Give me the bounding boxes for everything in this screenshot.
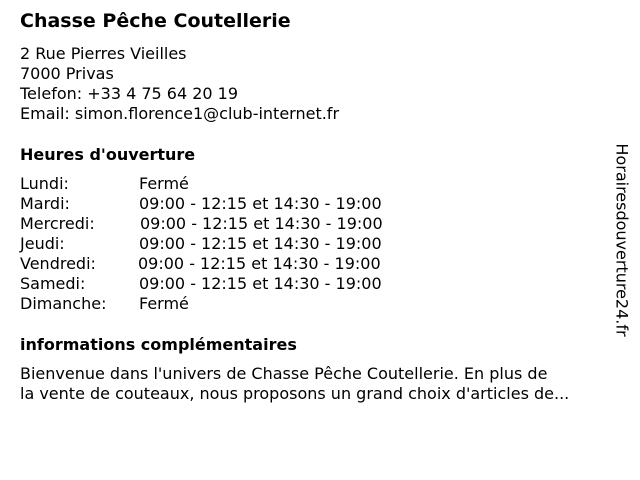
hours-day: Lundi: [20, 174, 69, 193]
address-city: 7000 Privas [20, 64, 114, 83]
hours-time: 09:00 - 12:15 et 14:30 - 19:00 [139, 194, 382, 213]
hours-time: 09:00 - 12:15 et 14:30 - 19:00 [140, 214, 383, 233]
phone-number: Telefon: +33 4 75 64 20 19 [20, 84, 239, 103]
email-address: Email: simon.florence1@club-internet.fr [20, 104, 340, 123]
hours-heading: Heures d'ouverture [20, 145, 196, 164]
hours-row-monday [20, 174, 440, 194]
address-street: 2 Rue Pierres Vieilles [20, 44, 187, 63]
store-description [20, 364, 620, 404]
hours-table [20, 174, 440, 314]
hours-time: 09:00 - 12:15 et 14:30 - 19:00 [138, 254, 381, 273]
hours-row-friday [20, 254, 440, 274]
hours-row-wednesday [20, 214, 440, 234]
store-name: Chasse Pêche Coutellerie [20, 10, 291, 32]
hours-day: Mardi: [20, 194, 70, 213]
hours-row-tuesday [20, 194, 440, 214]
hours-time: Fermé [139, 294, 189, 313]
site-watermark: Horairesdouverture24.fr [612, 143, 632, 337]
hours-row-thursday [20, 234, 440, 254]
hours-time: 09:00 - 12:15 et 14:30 - 19:00 [139, 234, 382, 253]
hours-row-saturday [20, 274, 440, 294]
hours-day: Jeudi: [20, 234, 65, 253]
hours-row-sunday [20, 294, 440, 314]
hours-day: Samedi: [20, 274, 86, 293]
description-line: Bienvenue dans l'univers de Chasse Pêche Coutellerie. En plus de [20, 364, 548, 383]
hours-time: 09:00 - 12:15 et 14:30 - 19:00 [139, 274, 382, 293]
hours-day: Mercredi: [20, 214, 95, 233]
hours-day: Vendredi: [20, 254, 96, 273]
hours-day: Dimanche: [20, 294, 107, 313]
info-heading: informations complémentaires [20, 335, 297, 354]
description-line: la vente de couteaux, nous proposons un grand choix d'articles de... [20, 384, 570, 403]
hours-time: Fermé [139, 174, 189, 193]
store-address [20, 44, 339, 124]
